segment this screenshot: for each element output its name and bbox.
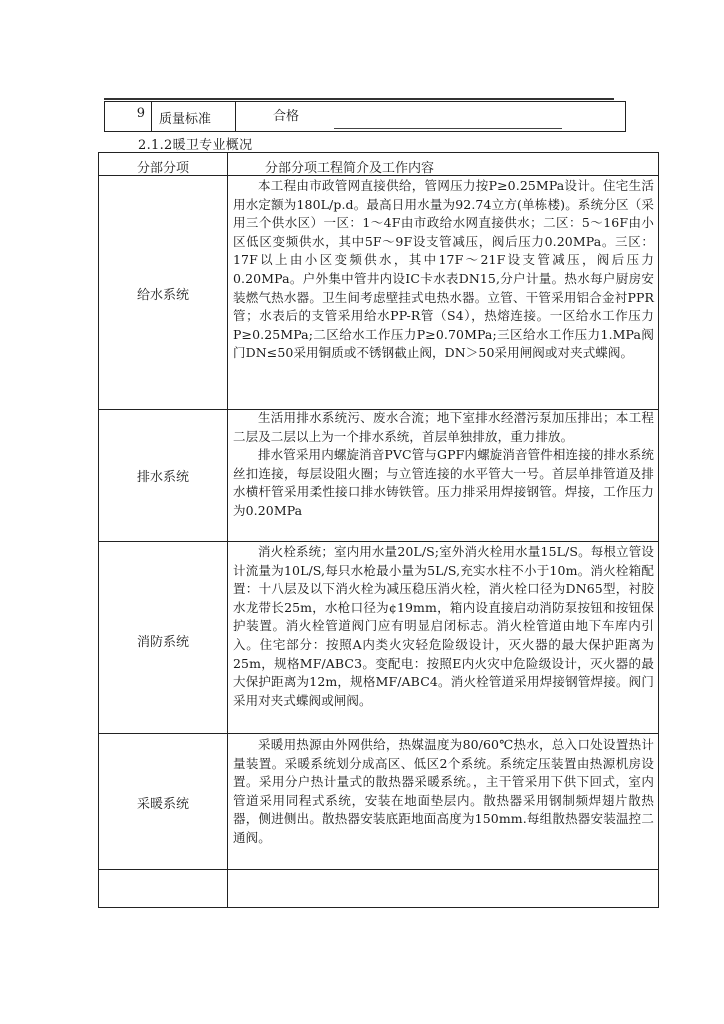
drainage-description <box>233 409 654 521</box>
top-rule <box>104 98 614 100</box>
heating-description <box>233 736 654 848</box>
category-heating: 采暖系统 <box>136 797 189 812</box>
label-cell <box>151 102 236 131</box>
quality-standard-label: 质量标准 <box>159 112 212 127</box>
row-number-cell <box>105 102 152 131</box>
underline-rule <box>334 128 562 129</box>
category-fire-protection: 消防系统 <box>136 635 189 650</box>
category-drainage: 排水系统 <box>136 470 189 485</box>
row-divider <box>99 733 658 734</box>
water-supply-description <box>233 177 654 363</box>
row-divider <box>99 869 658 870</box>
quality-standard-value: 合格 <box>273 109 300 124</box>
header-category: 分部分项 <box>136 161 189 176</box>
column-divider <box>227 153 228 907</box>
paragraph: 消火栓系统；室内用水量20L/S;室外消火栓用水量15L/S。每根立管设计流量为10L/S,每只水枪最小量为5L/S,充实水柱不小于10m。消火栓箱配置：十八层及以下消火栓为减压稳压消火栓，消火栓口径为DN65型，衬胶水龙带长25m，水枪口径为¢19mm，箱内设直接启动消防泵按钮和按钮保护装置。消火栓管道阀门应有明显启闭标志。消火栓管道由地下车库内引入。住宅部分：按照A内类火灾轻危险级设计，灭火器的最大保护距离为25m，规格MF/ABC3。变配电：按照E内火灾中危险级设计，灭火器的最大保护距离为12m，规格MF/ABC4。消火栓管道采用焊接钢管焊接。阀门采用对夹式蝶阀或闸阀。 <box>233 544 654 708</box>
paragraph: 本工程由市政管网直接供给，管网压力按P≥0.25MPa设计。住宅生活用水定额为180L/p.d。最高日用水量为92.74立方(单栋楼)。系统分区（采用三个供水区）一区：1～4F由市政给水网直接供水；二区：5～16F由小区低区变频供水，其中5F～9F设支管减压，阀后压力0.20MPa。三区：17F以上由小区变频供水，其中17F～21F设支管减压，阀后压力0.20MPa。户外集中管井内设IC卡水表DN15,分户计量。热水每户厨房安装燃气热水器。卫生间考虑壁挂式电热水器。立管、干管采用铝合金衬PPR管；水表后的支管采用给水PP-R管（S4），热熔连接。一区给水工作压力P≥0.25MPa;二区给水工作压力P≥0.70MPa;三区给水工作压力1.MPa阀门DN≤50采用铜质或不锈钢截止阀，DN＞50采用闸阀或对夹式蝶阀。 <box>233 178 654 361</box>
paragraph: 采暖用热源由外网供给，热媒温度为80/60℃热水，总入口处设置热计量装置。采暖系统划分成高区、低区2个系统。系统定压装置由热源机房设置。采用分户热计量式的散热器采暖系统。，主干管采用下供下回式，室内管道采用同程式系统，安装在地面垫层内。散热器采用钢制频焊翅片散热器，侧进侧出。散热器安装底距地面高度为150mm.每组散热器安装温控二通阀。 <box>233 737 654 845</box>
header-content: 分部分项工程简介及工作内容 <box>265 161 435 176</box>
paragraph: 排水管采用内螺旋消音PVC管与GPF内螺旋消音管件相连接的排水系统丝扣连接，每层设阻火圈；与立管连接的水平管大一号。首层单排管道及排水横杆管采用柔性接口排水铸铁管。压力排采用焊接钢管。焊接，工作压力为0.20MPa <box>233 447 654 518</box>
category-water-supply: 给水系统 <box>136 288 189 303</box>
fire-protection-description <box>233 543 654 710</box>
hvac-overview-table <box>98 152 659 908</box>
paragraph: 生活用排水系统污、废水合流；地下室排水经潜污泵加压排出；本工程二层及二层以上为一个排水系统，首层单独排放，重力排放。 <box>233 410 654 444</box>
row-number: 9 <box>136 106 145 121</box>
row-divider <box>99 541 658 542</box>
section-heading: 2.1.2暖卫专业概况 <box>138 138 253 153</box>
